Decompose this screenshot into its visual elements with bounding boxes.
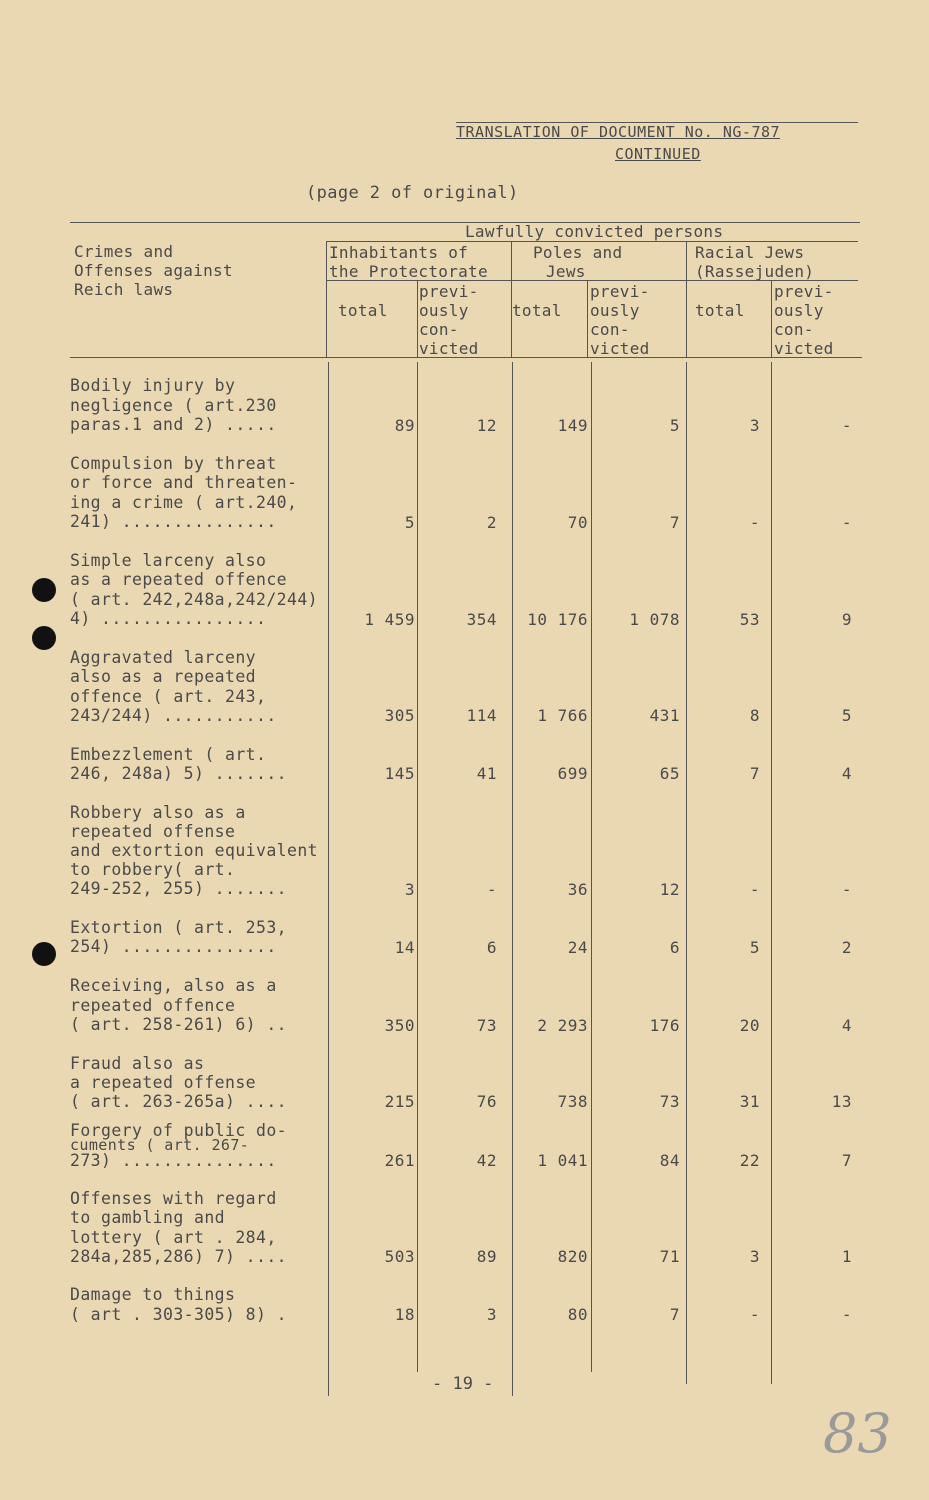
cell-poles-jews-previous: 6 xyxy=(669,938,680,957)
sub-total-header: total xyxy=(695,301,745,320)
cell-poles-jews-previous: 7 xyxy=(669,1305,680,1324)
cell-poles-jews-total: 1 041 xyxy=(537,1151,588,1170)
cell-protectorate-total: 350 xyxy=(384,1016,415,1035)
cell-protectorate-previous: 12 xyxy=(476,416,497,435)
cell-poles-jews-total: 80 xyxy=(567,1305,588,1324)
translation-title: TRANSLATION OF DOCUMENT No. NG-787 xyxy=(456,123,781,141)
cell-racial-jews-previous: - xyxy=(841,416,852,435)
cell-racial-jews-total: 8 xyxy=(749,706,760,725)
page-reference: (page 2 of original) xyxy=(306,183,519,203)
cell-racial-jews-total: 3 xyxy=(749,1247,760,1266)
crime-line: Simple larceny also xyxy=(70,551,267,570)
cell-poles-jews-previous: 71 xyxy=(659,1247,680,1266)
cell-poles-jews-total: 738 xyxy=(557,1092,588,1111)
crime-line: a repeated offense xyxy=(70,1073,257,1092)
cell-racial-jews-total: 20 xyxy=(739,1016,760,1035)
crime-line: Aggravated larceny xyxy=(70,648,257,667)
group-label-poles-jews: Poles and xyxy=(533,243,623,262)
cell-racial-jews-previous: 9 xyxy=(841,610,852,629)
cell-racial-jews-total: - xyxy=(749,880,760,899)
crime-line: 273) ............... xyxy=(70,1151,277,1170)
cell-poles-jews-total: 24 xyxy=(567,938,588,957)
crime-line: to gambling and xyxy=(70,1208,226,1227)
cell-racial-jews-previous: 2 xyxy=(841,938,852,957)
punch-hole xyxy=(32,942,56,966)
crime-line: also as a repeated xyxy=(70,667,257,686)
cell-poles-jews-previous: 431 xyxy=(649,706,680,725)
cell-protectorate-previous: 76 xyxy=(476,1092,497,1111)
cell-racial-jews-previous: - xyxy=(841,1305,852,1324)
sub-total-header: total xyxy=(338,301,388,320)
cell-racial-jews-previous: - xyxy=(841,880,852,899)
group-header: Lawfully convicted persons xyxy=(465,222,724,241)
sub-prev-header: ously xyxy=(774,301,824,320)
crime-line: Damage to things xyxy=(70,1285,236,1304)
sub-prev-header: ously xyxy=(590,301,640,320)
cell-protectorate-previous: 354 xyxy=(466,610,497,629)
crime-line: 243/244) ........... xyxy=(70,706,277,725)
cell-poles-jews-total: 2 293 xyxy=(537,1016,588,1035)
cell-poles-jews-total: 36 xyxy=(567,880,588,899)
crime-line: Receiving, also as a xyxy=(70,976,277,995)
cell-protectorate-total: 305 xyxy=(384,706,415,725)
crime-line: 249-252, 255) ....... xyxy=(70,879,288,898)
group-label-poles-jews: Jews xyxy=(546,262,586,281)
cell-poles-jews-previous: 65 xyxy=(659,764,680,783)
cell-racial-jews-previous: 4 xyxy=(841,1016,852,1035)
cell-racial-jews-total: 22 xyxy=(739,1151,760,1170)
sub-prev-header: victed xyxy=(774,339,834,358)
crime-line: ing a crime ( art.240, xyxy=(70,493,298,512)
cell-poles-jews-total: 820 xyxy=(557,1247,588,1266)
cell-racial-jews-total: 31 xyxy=(739,1092,760,1111)
crime-line: 254) ............... xyxy=(70,937,277,956)
cell-poles-jews-previous: 7 xyxy=(669,513,680,532)
cell-poles-jews-total: 699 xyxy=(557,764,588,783)
cell-poles-jews-previous: 84 xyxy=(659,1151,680,1170)
crime-line: or force and threaten- xyxy=(70,473,298,492)
crime-line: Extortion ( art. 253, xyxy=(70,918,288,937)
cell-protectorate-total: 261 xyxy=(384,1151,415,1170)
handwritten-page-number: 83 xyxy=(823,1402,892,1465)
crime-line: Fraud also as xyxy=(70,1054,205,1073)
cell-protectorate-total: 18 xyxy=(394,1305,415,1324)
cell-poles-jews-previous: 1 078 xyxy=(629,610,680,629)
cell-protectorate-total: 89 xyxy=(394,416,415,435)
page-number: - 19 - xyxy=(432,1374,494,1394)
sub-prev-header: con- xyxy=(590,320,630,339)
cell-protectorate-total: 145 xyxy=(384,764,415,783)
col-divider xyxy=(326,241,327,357)
cell-protectorate-previous: 2 xyxy=(486,513,497,532)
group-label-protectorate: the Protectorate xyxy=(329,262,488,281)
cell-protectorate-previous: 42 xyxy=(476,1151,497,1170)
group-label-protectorate: Inhabitants of xyxy=(329,243,469,262)
crime-line: cuments ( art. 267- xyxy=(70,1136,250,1154)
cell-racial-jews-previous: 7 xyxy=(841,1151,852,1170)
group-label-racial-jews: Racial Jews xyxy=(695,243,805,262)
crime-line: and extortion equivalent xyxy=(70,841,319,860)
cell-poles-jews-total: 1 766 xyxy=(537,706,588,725)
sub-prev-header: ously xyxy=(419,301,469,320)
sub-prev-header: previ- xyxy=(419,282,479,301)
crime-line: Offenses with regard xyxy=(70,1189,277,1208)
crime-line: ( art. 242,248a,242/244) xyxy=(70,590,319,609)
cell-protectorate-total: 5 xyxy=(404,513,415,532)
cell-racial-jews-total: - xyxy=(749,513,760,532)
cell-protectorate-previous: 41 xyxy=(476,764,497,783)
crime-line: ( art. 258-261) 6) .. xyxy=(70,1015,288,1034)
sub-prev-header: previ- xyxy=(590,282,650,301)
crime-line: 284a,285,286) 7) .... xyxy=(70,1247,288,1266)
crime-line: ( art . 303-305) 8) . xyxy=(70,1305,288,1324)
cell-poles-jews-total: 10 176 xyxy=(527,610,588,629)
crime-line: as a repeated offence xyxy=(70,570,288,589)
punch-hole xyxy=(32,626,56,650)
cell-racial-jews-previous: 4 xyxy=(841,764,852,783)
punch-hole xyxy=(32,578,56,602)
crime-header-line: Reich laws xyxy=(74,280,174,299)
cell-racial-jews-total: 3 xyxy=(749,416,760,435)
cell-racial-jews-total: - xyxy=(749,1305,760,1324)
col-divider xyxy=(328,362,329,1396)
crime-line: to robbery( art. xyxy=(70,860,236,879)
cell-racial-jews-previous: 5 xyxy=(841,706,852,725)
cell-poles-jews-previous: 12 xyxy=(659,880,680,899)
sub-prev-header: previ- xyxy=(774,282,834,301)
cell-protectorate-previous: - xyxy=(486,880,497,899)
crime-line: 241) ............... xyxy=(70,512,277,531)
crime-line: repeated offense xyxy=(70,822,236,841)
crime-line: repeated offence xyxy=(70,996,236,1015)
cell-protectorate-total: 3 xyxy=(404,880,415,899)
col-divider xyxy=(686,362,687,1384)
cell-racial-jews-previous: 13 xyxy=(831,1092,852,1111)
crime-line: lottery ( art . 284, xyxy=(70,1228,277,1247)
col-divider xyxy=(771,362,772,1384)
sub-prev-header: victed xyxy=(590,339,650,358)
col-divider xyxy=(587,281,588,357)
crime-header-line: Crimes and xyxy=(74,242,174,261)
col-divider xyxy=(512,362,513,1396)
cell-protectorate-previous: 3 xyxy=(486,1305,497,1324)
cell-poles-jews-previous: 176 xyxy=(649,1016,680,1035)
col-divider xyxy=(591,362,592,1372)
crime-line: 4) ................ xyxy=(70,609,267,628)
cell-racial-jews-previous: 1 xyxy=(841,1247,852,1266)
crime-line: Forgery of public do- xyxy=(70,1121,288,1140)
cell-poles-jews-total: 70 xyxy=(567,513,588,532)
crime-line: Compulsion by threat xyxy=(70,454,277,473)
cell-protectorate-total: 14 xyxy=(394,938,415,957)
cell-racial-jews-total: 53 xyxy=(739,610,760,629)
cell-protectorate-previous: 6 xyxy=(486,938,497,957)
sub-prev-header: con- xyxy=(419,320,459,339)
cell-racial-jews-previous: - xyxy=(841,513,852,532)
cell-racial-jews-total: 7 xyxy=(749,764,760,783)
crime-line: Bodily injury by xyxy=(70,376,236,395)
crime-line: negligence ( art.230 xyxy=(70,396,277,415)
crime-line: paras.1 and 2) ..... xyxy=(70,415,277,434)
cell-protectorate-previous: 89 xyxy=(476,1247,497,1266)
cell-protectorate-total: 503 xyxy=(384,1247,415,1266)
cell-protectorate-total: 215 xyxy=(384,1092,415,1111)
cell-protectorate-previous: 114 xyxy=(466,706,497,725)
crime-line: offence ( art. 243, xyxy=(70,687,267,706)
cell-protectorate-total: 1 459 xyxy=(364,610,415,629)
crime-line: ( art. 263-265a) .... xyxy=(70,1092,288,1111)
cell-racial-jews-total: 5 xyxy=(749,938,760,957)
sub-total-header: total xyxy=(512,301,562,320)
col-divider xyxy=(417,281,418,357)
cell-protectorate-previous: 73 xyxy=(476,1016,497,1035)
continued-label: CONTINUED xyxy=(615,145,701,163)
col-divider xyxy=(771,281,772,357)
group-label-racial-jews: (Rassejuden) xyxy=(695,262,815,281)
col-divider xyxy=(511,241,512,357)
sub-prev-header: con- xyxy=(774,320,814,339)
col-divider xyxy=(686,241,687,357)
crime-line: 246, 248a) 5) ....... xyxy=(70,764,288,783)
crime-line: Embezzlement ( art. xyxy=(70,745,267,764)
cell-poles-jews-previous: 73 xyxy=(659,1092,680,1111)
crime-header-line: Offenses against xyxy=(74,261,233,280)
col-divider xyxy=(417,362,418,1372)
cell-poles-jews-previous: 5 xyxy=(669,416,680,435)
cell-poles-jews-total: 149 xyxy=(557,416,588,435)
crime-line: Robbery also as a xyxy=(70,803,246,822)
sub-prev-header: victed xyxy=(419,339,479,358)
